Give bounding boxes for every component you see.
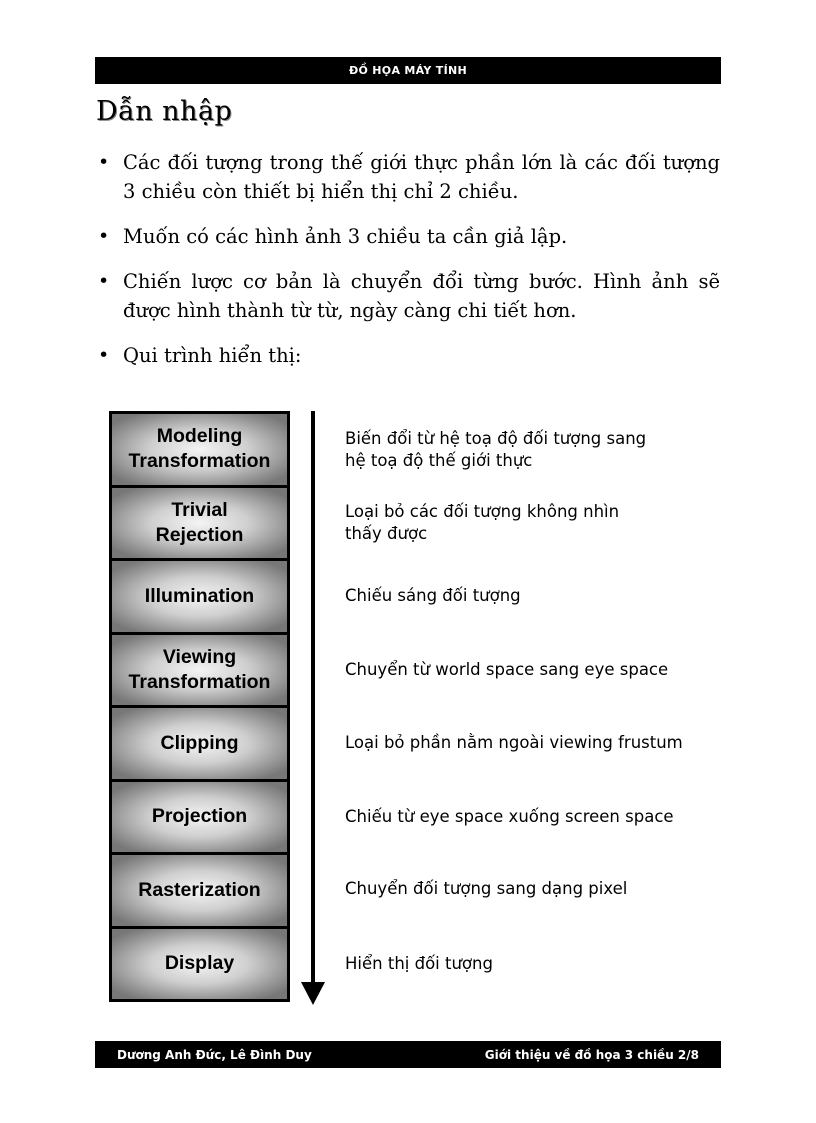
bullet-text: Muốn có các hình ảnh 3 chiều ta cần giả lập. — [123, 225, 568, 248]
stage-rasterization: Rasterization — [112, 855, 287, 926]
stage-projection: Projection — [112, 782, 287, 853]
stage-description: Chiếu từ eye space xuống screen space — [345, 807, 674, 826]
stage-trivial-rejection: Trivial Rejection — [112, 488, 287, 559]
stage-clipping: Clipping — [112, 708, 287, 779]
page-title: Dẫn nhập — [96, 96, 233, 127]
stage-display: Display — [112, 929, 287, 1000]
flow-arrow-line — [311, 411, 315, 985]
stage-description: Chuyển đối tượng sang dạng pixel — [345, 879, 628, 898]
bullet-icon: • — [98, 344, 110, 366]
bullet-item — [96, 222, 720, 251]
stage-viewing-transformation: Viewing Transformation — [112, 635, 287, 706]
stage-description: Chuyển từ world space sang eye space — [345, 660, 669, 679]
header-bar — [95, 57, 721, 84]
stage-description: Chiếu sáng đối tượng — [345, 586, 521, 605]
stage-description: Biến đổi từ hệ toạ độ đối tượng sang hệ toạ độ thế giới thực — [345, 429, 647, 470]
bullet-item — [96, 267, 720, 325]
stage-modeling-transformation: Modeling Transformation — [112, 414, 287, 485]
header-title: ĐỒ HỌA MÁY TÍNH — [348, 64, 467, 77]
footer-section: Giới thiệu về đồ họa 3 chiều 2/8 — [484, 1047, 699, 1062]
footer-authors: Dương Anh Đức, Lê Đình Duy — [117, 1047, 312, 1062]
arrow-down-icon — [301, 982, 325, 1005]
bullet-text: Chiến lược cơ bản là chuyển đổi từng bước. Hình ảnh sẽ được hình thành từ từ, ngày càng chi tiết hơn. — [123, 270, 720, 322]
stage-illumination: Illumination — [112, 561, 287, 632]
pipeline-diagram — [109, 411, 290, 1002]
bullet-text: Các đối tượng trong thế giới thực phần lớn là các đối tượng 3 chiều còn thiết bị hiển thị chỉ 2 chiều. — [123, 151, 720, 203]
bullet-icon: • — [98, 225, 110, 247]
bullet-item — [96, 148, 720, 206]
stage-description: Loại bỏ phần nằm ngoài viewing frustum — [345, 733, 683, 752]
bullet-icon: • — [98, 270, 110, 292]
bullet-text: Qui trình hiển thị: — [123, 344, 302, 367]
bullet-item — [96, 341, 720, 370]
stage-description: Hiển thị đối tượng — [345, 954, 493, 973]
bullet-list — [96, 148, 720, 386]
stage-description: Loại bỏ các đối tượng không nhìn thấy được — [345, 502, 620, 543]
footer-bar — [95, 1041, 721, 1068]
bullet-icon: • — [98, 151, 110, 173]
